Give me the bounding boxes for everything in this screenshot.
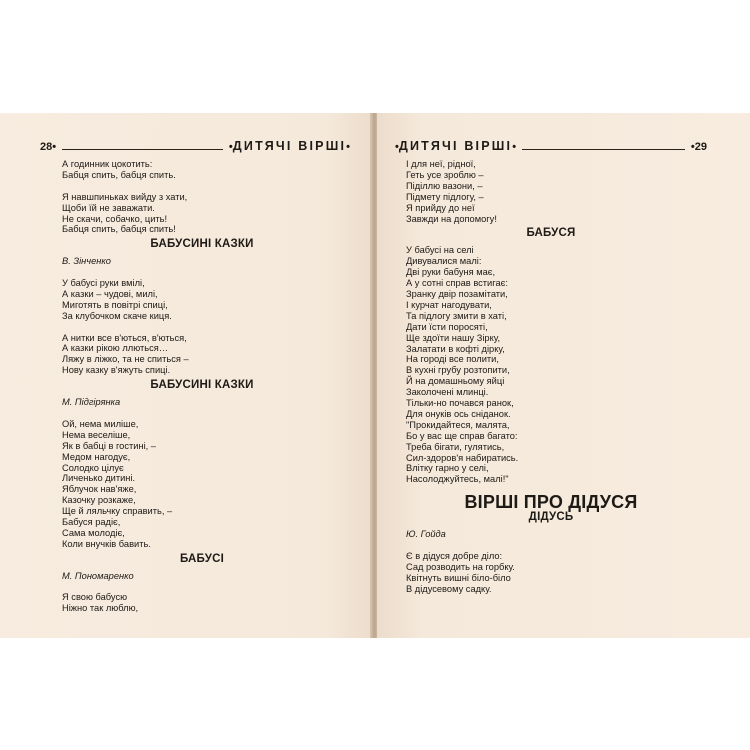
verse-line: Бабця спить, бабця спить. [62,169,176,180]
header-rule [522,149,685,150]
verse-line: Бабуся радіє, [62,517,121,528]
verse-line: Та підлогу змити в хаті, [406,310,507,321]
verse-line: В дідусевому садку. [406,583,492,594]
left-page-text [62,159,342,614]
verse-line: Дивувалися малі: [406,256,482,267]
verse-line: Влітку гарно у селі, [406,463,489,474]
verse-line: Квітнуть вишні біло-біло [406,572,511,583]
verse-line: А годинник цокотить: [62,159,153,169]
verse-line: На городі все полити, [406,354,499,365]
verse-line: Сад розводить на горбку. [406,561,515,572]
poem-title: БАБУСІ [180,552,224,565]
verse-line: Сил-здоров'я набиратись. [406,452,519,463]
poem-author: В. Зінченко [62,256,111,267]
verse-line: Ще й ляльчку справить, – [62,506,173,517]
verse-line: Не скачи, собачко, цить! [62,213,168,224]
open-book-spread [0,113,750,638]
page-number-right: 29 [694,141,707,153]
verse-line: Медом нагодує, [62,451,131,462]
poem-author: М. Підгірянка [62,397,121,408]
verse-line: В кухні грубу розтопити, [406,365,510,376]
verse-line: А казки – чудові, милі, [62,288,158,299]
header-rule [62,149,223,150]
verse-line: Ще здоїти нашу Зірку, [406,332,501,343]
left-page-header: 28 • • ДИТЯЧІ ВІРШІ • [40,139,350,153]
verse-line: "Прокидайтеся, малята, [406,419,510,430]
poem-author: Ю. Гойда [406,529,446,540]
verse-line: У бабусі на селі [406,245,474,256]
verse-line: Миготять в повітрі спиці, [62,299,168,310]
verse-line: Яблучок нав'яже, [62,484,137,495]
verse-line: Я прийду до неї [406,202,475,213]
poem-author: М. Пономаренко [62,570,134,581]
page-number-left: 28 [40,141,53,153]
verse-line: Я навшпиньках вийду з хати, [62,191,188,202]
verse-line: Геть усе зроблю – [406,169,484,180]
running-title-left: ДИТЯЧІ ВІРШІ [232,139,347,153]
verse-line: Тільки-но почався ранок, [406,398,514,409]
verse-line: Ой, нема миліше, [62,418,139,429]
verse-line: Бабця спить, бабця спить! [62,224,176,235]
verse-line: За клубочком скаче киця. [62,310,172,321]
verse-line: Нема веселіше, [62,429,131,440]
right-page-header: • ДИТЯЧІ ВІРШІ • • 29 [395,139,707,153]
stanza-gap [62,582,342,593]
verse-line: Ляжу в ліжко, та не спиться – [62,354,189,365]
verse-line: Заколочені млинці. [406,387,489,398]
right-page [377,113,750,638]
stanza-gap [62,408,342,419]
verse-line: Для онуків ось сніданок. [406,408,511,419]
verse-line: Дати їсти поросяті, [406,321,488,332]
running-title-right: ДИТЯЧІ ВІРШІ [398,139,513,153]
right-page-text [406,159,706,595]
verse-line: Піділлю вазони, – [406,180,483,191]
verse-line: А у сотні справ встигає: [406,278,508,289]
stanza-gap [62,181,342,192]
stanza-gap [62,267,342,278]
verse-line: Казочку розкаже, [62,495,136,506]
stanza-gap [62,322,342,333]
verse-line: Завжди на допомогу! [406,213,497,224]
verse-line: Ніжно так люблю, [62,603,139,614]
poem-title: ДІДУСЬ [528,511,574,524]
verse-line: А казки рікою ллються… [62,343,169,354]
verse-line: Залатати в кофті дірку, [406,343,505,354]
verse-line: Я свою бабусю [62,592,128,603]
verse-line: А нитки все в'ються, в'ються, [62,332,187,343]
poem-title: БАБУСЯ [526,227,576,240]
chapter-title: ВІРШІ ПРО ДІДУСЯ [464,492,638,513]
stanza-gap [406,540,706,551]
verse-line: Нову казку в'яжуть спиці. [62,365,171,376]
poem-title: БАБУСИНІ КАЗКИ [150,238,254,251]
verse-line: Бо у вас ще справ багато: [406,430,518,441]
verse-line: Й на домашньому яйці [406,376,505,387]
verse-line: Треба бігати, гулятись, [406,441,505,452]
verse-line: Солодко цілує [62,462,124,473]
poem-title: БАБУСИНІ КАЗКИ [150,379,254,392]
verse-line: Зранку двір позамітати, [406,288,508,299]
verse-line: У бабусі руки вмілі, [62,278,145,289]
verse-line: І для неї, рідної, [406,159,476,169]
verse-line: Сама молодіє, [62,527,125,538]
verse-line: І курчат нагодувати, [406,299,492,310]
verse-line: Як в бабці в гостині, – [62,440,156,451]
verse-line: Підмету підлогу, – [406,191,484,202]
verse-line: Коли внучків бавить. [62,538,151,549]
left-page [0,113,372,638]
verse-line: Насолоджуйтесь, малі!" [406,474,509,485]
verse-line: Є в дідуся добре діло: [406,550,503,561]
verse-line: Дві руки бабуня має, [406,267,496,278]
verse-line: Щоби їй не заважати. [62,202,155,213]
verse-line: Личенько дитині. [62,473,136,484]
